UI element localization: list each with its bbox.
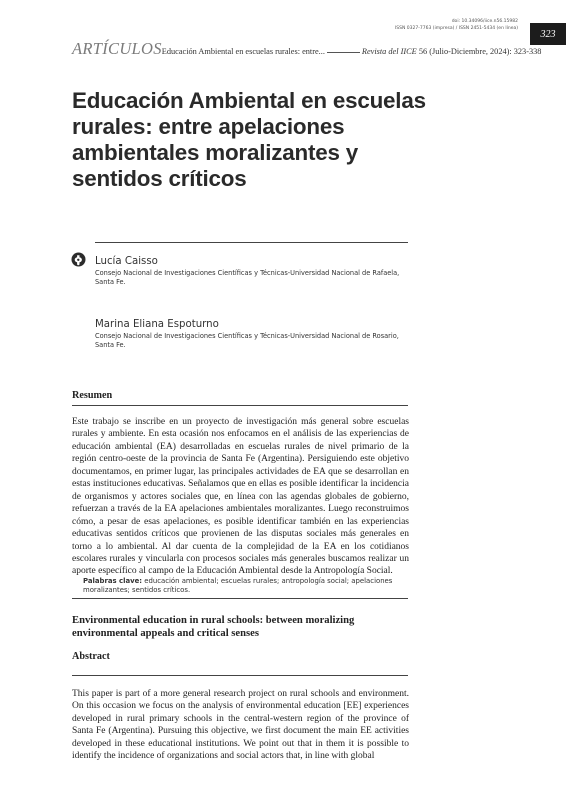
author-block <box>95 255 415 288</box>
abstract-heading: Abstract <box>72 651 110 662</box>
resumen-text: Este trabajo se inscribe en un proyecto de investigación más general sobre escuelas rurales y ambiente. En esta ocasión nos enfocamos en el análisis de las experiencias de educación ambiental (EA) desarrolladas en escuelas rurales de nivel primario de la región centro-oeste de la provincia de Santa Fe (Argentina). Persiguiendo este objetivo documentamos, en primer lugar, las principales actividades de EA que se desarrollan en estas instituciones educativas. Señalamos que en ellas es posible identificar la incidencia de organismos y actores sociales que, en línea con las agendas globales de gobierno, refuerzan a través de la EA apelaciones ambientales moralizantes. Luego reconstruimos cómo, a pesar de esas apelaciones, es posible identificar también en las experiencias educativas sentidos críticos que provienen de las disputas sociales más generales en torno a lo ambiental. Al dar cuenta de la complejidad de la EA en los cotidianos escolares rurales y vincularla con procesos sociales más generales buscamos realizar un aporte específico al campo de la Educación Ambiental desde la Antropología Social. <box>72 417 409 577</box>
authors-divider <box>95 242 408 243</box>
issue-info: 56 (Julio-Diciembre, 2024): 323-338 <box>418 47 542 56</box>
author-name: Marina Eliana Espoturno <box>95 319 219 330</box>
article-title: Educación Ambiental en escuelas rurales: entre apelaciones ambientales moralizantes y sentidos críticos <box>72 88 426 191</box>
abstract-divider <box>72 675 408 676</box>
resumen-divider <box>72 405 408 406</box>
issn-text: ISSN 0327-7763 (impresa) / ISSN 2451-5434 (en línea) <box>394 25 518 31</box>
keywords-divider <box>72 598 408 599</box>
page-number: 323 <box>530 23 566 45</box>
author-affiliation: Consejo Nacional de Investigaciones Científicas y Técnicas-Universidad Nacional de Rosario, Santa Fe. <box>95 332 399 350</box>
header-rule <box>327 52 360 53</box>
journal-name: Revista del IICE <box>361 47 417 56</box>
doi-text[interactable]: doi: 10.34096/iice.n56.15982 <box>451 19 518 24</box>
running-title: Educación Ambiental en escuelas rurales: entre... <box>161 47 325 56</box>
section-label: ARTÍCULOS <box>72 39 162 58</box>
running-header <box>72 39 542 59</box>
page-header <box>0 0 566 58</box>
author-block <box>95 318 415 351</box>
keywords-label: Palabras clave: <box>83 577 143 585</box>
author-name: Lucía Caisso <box>95 256 158 267</box>
keywords-text: educación ambiental; escuelas rurales; antropología social; apelaciones moralizantes; sentidos críticos. <box>83 577 393 594</box>
english-title: Environmental education in rural schools: between moralizing environmental appeals and critical senses <box>72 615 355 639</box>
author-affiliation: Consejo Nacional de Investigaciones Científicas y Técnicas-Universidad Nacional de Rafaela, Santa Fe. <box>95 269 400 287</box>
orcid-icon[interactable] <box>71 252 86 267</box>
keywords <box>83 577 403 595</box>
doi-block <box>395 19 518 32</box>
abstract-text: This paper is part of a more general research project on rural schools and environment. On this occasion we focus on the analysis of environmental education [EE] experiences developed in rural primary schools in the central-western region of the province of Santa Fe (Argentina). Pursuing this objective, we first document the main EE activities developed in these educational institutions. We point out that in them it is possible to identify the incidence of organizations and social actors that, in line with global <box>72 689 409 762</box>
resumen-heading: Resumen <box>72 390 113 401</box>
